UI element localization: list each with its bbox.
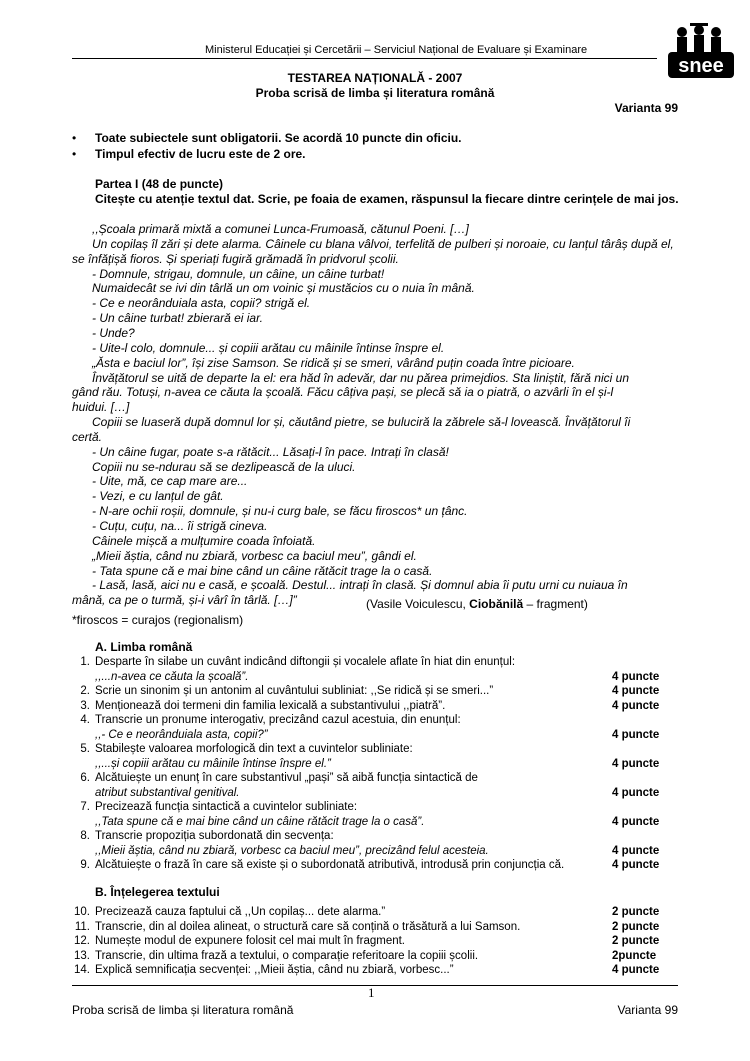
snee-logo bbox=[668, 22, 734, 78]
question-text: Numește modul de expunere folosit cel mai mult în fragment. bbox=[95, 935, 406, 947]
question-text: Alcătuiește o frază în care să existe și o subordonată atributivă, introdusă prin conjuncția că. bbox=[95, 859, 565, 871]
logo-text: snee bbox=[678, 55, 724, 77]
question-points: 4 puncte bbox=[612, 757, 660, 770]
question-number: 6. bbox=[80, 772, 90, 784]
question-quote: ,,...n-avea ce căuta la școală”. bbox=[95, 670, 249, 683]
question-points: 4 puncte bbox=[612, 786, 660, 799]
question-points: 4 puncte bbox=[612, 685, 660, 697]
question-text: Scrie un sinonim și un antonim al cuvântului subliniat: ,,Se ridică și se smeri...” bbox=[95, 685, 494, 697]
text-line: Copiii nu se-ndurau să se dezlipească de la uluci. bbox=[72, 459, 356, 474]
footer-right: Varianta 99 bbox=[617, 1003, 678, 1017]
question-text: Transcrie propoziția subordonată din secvența: bbox=[95, 830, 334, 842]
footer-left: Proba scrisă de limba și literatura română bbox=[72, 1003, 294, 1017]
question-number: 11. bbox=[74, 920, 90, 933]
text-line: - N-are ochii roșii, domnule, și nu-i curg bale, se făcu firoscos* un țânc. bbox=[72, 504, 468, 519]
footer-rule bbox=[72, 985, 678, 986]
question-text: Alcătuiește un enunț în care substantivul „pași” să aibă funcția sintactică de bbox=[95, 772, 478, 784]
text-line: - Cuțu, cuțu, na... îi strigă cineva. bbox=[72, 519, 268, 533]
question-points: 2 puncte bbox=[612, 935, 660, 947]
footnote: *firoscos = curajos (regionalism) bbox=[72, 613, 244, 627]
question-text: Desparte în silabe un cuvânt indicând diftongii și vocalele aflate în hiat din enunțul: bbox=[95, 656, 516, 668]
text-line: gând rău. Totuși, n-avea ce căuta la școală. Făcu câțiva pași, se plecă să ia o piatră, o azvârli în el și-l bbox=[72, 385, 614, 400]
text-line: se înfățișă fioros. Și speriați fugiră grămadă în pridvorul școlii. bbox=[72, 251, 399, 266]
text-line: - Uite-l colo, domnule... și copiii arătau cu mâinile întinse înspre el. bbox=[72, 340, 445, 355]
question-number: 9. bbox=[80, 859, 90, 871]
text-line: mână, ca pe o turmă, și-i vârî în târlă. […]” bbox=[72, 593, 297, 608]
text-line: Învățătorul se uită de departe la el: era hăd în adevăr, dar nu părea primejdios. Sta liniștit, fără nici un bbox=[72, 370, 629, 385]
text-line: - Un câine turbat! zbierară ei iar. bbox=[72, 311, 263, 326]
question-number: 1. bbox=[80, 656, 90, 668]
text-source: (Vasile Voiculescu, Ciobănilă – fragment) bbox=[366, 597, 588, 611]
question-points: 2 puncte bbox=[612, 920, 660, 933]
question-number: 5. bbox=[80, 743, 90, 755]
question-number: 2. bbox=[80, 685, 90, 697]
text-line: - Un câine fugar, poate s-a rătăcit... Lăsați-l în pace. Intrați în clasă! bbox=[72, 444, 449, 459]
question-number: 14. bbox=[74, 964, 90, 976]
question-text: Precizează funcția sintactică a cuvintelor subliniate: bbox=[95, 801, 358, 813]
question-points: 4 puncte bbox=[612, 815, 660, 828]
question-number: 3. bbox=[80, 699, 90, 712]
text-line: „Mieii ăștia, când nu zbiară, vorbesc ca baciul meu”, gândi el. bbox=[72, 548, 417, 563]
text-line: ,,Școala primară mixtă a comunei Lunca-Frumoasă, cătunul Poeni. […] bbox=[72, 222, 469, 236]
text-line: - Domnule, strigau, domnule, un câine, un câine turbat! bbox=[72, 266, 385, 281]
text-line: certă. bbox=[72, 429, 103, 444]
question-points: 4 puncte bbox=[612, 844, 660, 857]
question-text: Menționează doi termeni din familia lexicală a substantivului ,,piatră”. bbox=[95, 699, 446, 712]
question-points: 4 puncte bbox=[612, 728, 660, 741]
question-number: 4. bbox=[80, 714, 90, 726]
variant-label: Varianta 99 bbox=[614, 101, 678, 115]
question-number: 12. bbox=[74, 935, 90, 947]
title-line2: Proba scrisă de limba și literatura română bbox=[255, 86, 495, 100]
text-line: - Uite, mă, ce cap mare are... bbox=[72, 474, 248, 489]
question-points: 4 puncte bbox=[612, 964, 660, 976]
header-rule bbox=[72, 58, 657, 59]
page-number: 1 bbox=[368, 985, 375, 1000]
text-line: Câinele mișcă a mulțumire coada înfoiată. bbox=[72, 533, 316, 548]
part-instruction: Citește cu atenție textul dat. Scrie, pe foaia de examen, răspunsul la fiecare dintre cerințele de mai jos. bbox=[95, 192, 679, 206]
question-points: 4 puncte bbox=[612, 859, 660, 871]
question-quote: ,,Mieii ăștia, când nu zbiară, vorbesc ca baciul meu”, precizând felul acesteia. bbox=[95, 844, 489, 857]
part-title: Partea I (48 de puncte) bbox=[95, 177, 224, 191]
question-text: Stabilește valoarea morfologică din text a cuvintelor subliniate: bbox=[95, 743, 413, 755]
text-line: - Ce e neorânduiala asta, copii? strigă el. bbox=[72, 296, 311, 311]
question-text: Explică semnificația secvenței: ,,Mieii ăștia, când nu zbiară, vorbesc...” bbox=[95, 964, 454, 976]
question-number: 7. bbox=[80, 801, 90, 813]
question-number: 10. bbox=[74, 906, 90, 918]
text-line: „Ăsta e baciul lor”, își zise Samson. Se ridică și se smeri, vârând puțin coada între picioare. bbox=[72, 355, 575, 370]
question-number: 8. bbox=[80, 830, 90, 842]
question-points: 4 puncte bbox=[612, 699, 660, 712]
text-line: - Unde? bbox=[72, 325, 135, 340]
text-line: - Tata spune că e mai bine când un câine rătăcit trage la o casă. bbox=[72, 563, 433, 578]
text-line: Numaidecât se ivi din târlă un om voinic și mustăcios cu o nuia în mână. bbox=[72, 281, 475, 296]
text-line: huidui. […] bbox=[72, 400, 130, 415]
text-line: - Vezi, e cu lanțul de gât. bbox=[72, 489, 224, 504]
question-text: Transcrie, din al doilea alineat, o structură care să conțină o trăsătură a lui Samson. bbox=[95, 920, 521, 933]
text-line: - Lasă, lasă, aici nu e casă, e școală. Destul... intrați în clasă. Și domnul abia îi putu urni cu nuiaua în bbox=[72, 578, 628, 593]
question-number: 13. bbox=[74, 949, 90, 962]
question-points: 2puncte bbox=[612, 949, 657, 962]
question-quote: atribut substantival genitival. bbox=[95, 786, 240, 799]
section-a-title: A. Limba română bbox=[95, 640, 193, 654]
question-quote: ,,- Ce e neorânduiala asta, copii?” bbox=[95, 728, 268, 741]
section-b-title: B. Înțelegerea textului bbox=[95, 885, 220, 899]
text-line: Un copilaș îl zări și dete alarma. Câinele cu blana vâlvoi, terfelită de pulberi și noroaie, cu lanțul târâș după el, bbox=[72, 236, 674, 251]
question-text: Precizează cauza faptului că ,,Un copilaș... dete alarma.” bbox=[95, 906, 386, 918]
question-quote: ,,Tata spune că e mai bine când un câine rătăcit trage la o casă”. bbox=[95, 815, 425, 828]
text-line: Copiii se luaseră după domnul lor și, căutând pietre, se buluciră la zăbrele să-l lovească. Învățătorul îi bbox=[72, 415, 631, 430]
question-quote: ,,...și copiii arătau cu mâinile întinse înspre el.” bbox=[95, 757, 331, 770]
question-points: 2 puncte bbox=[612, 906, 660, 918]
question-text: Transcrie un pronume interogativ, precizând cazul acestuia, din enunțul: bbox=[95, 714, 461, 726]
header-ministry: Ministerul Educației și Cercetării – Serviciul Național de Evaluare și Examinare bbox=[205, 44, 588, 56]
title-line1: TESTAREA NAȚIONALĂ - 2007 bbox=[287, 71, 463, 85]
question-points: 4 puncte bbox=[612, 670, 660, 683]
question-text: Transcrie, din ultima frază a textului, o comparație referitoare la copiii școlii. bbox=[95, 949, 479, 962]
